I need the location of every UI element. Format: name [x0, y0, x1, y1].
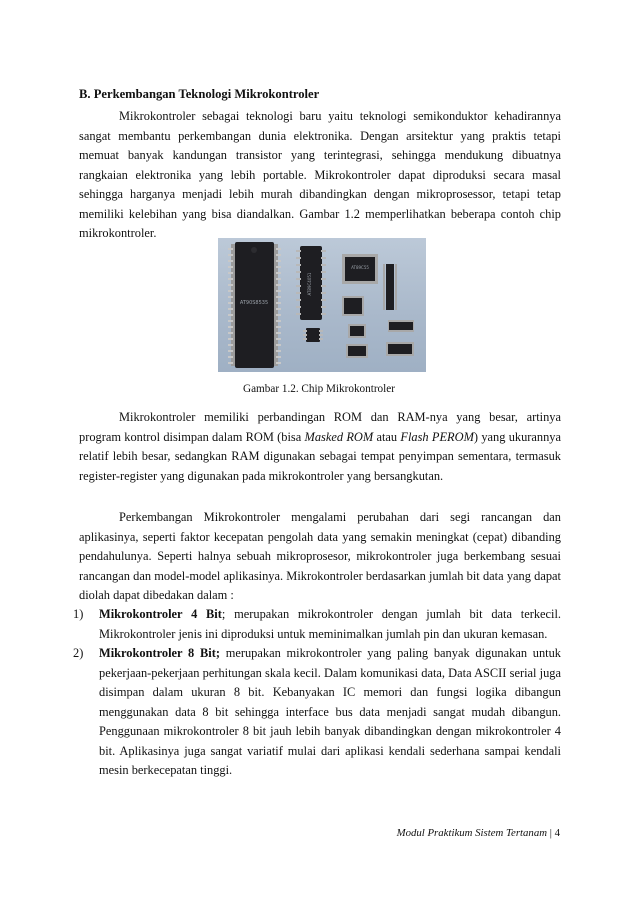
chip-photo	[218, 238, 426, 372]
page-footer	[397, 826, 560, 840]
qfp-chip-small	[348, 324, 366, 338]
paragraph-intro	[79, 107, 561, 244]
list-item-title: Mikrokontroler 8 Bit;	[99, 646, 220, 660]
paragraph-rom-ram	[79, 408, 561, 486]
list-item	[73, 605, 562, 644]
soic-chip-right	[383, 264, 397, 310]
list-item-number: 2)	[73, 646, 84, 660]
qfp-chip-medium	[342, 296, 364, 316]
bit-type-list	[73, 605, 562, 781]
qfp-chip-bottom	[346, 344, 368, 358]
p2-part3: ) yang ukurannya relatif lebih besar, sedangkan RAM digunakan sebagai tempat penyimpan sementara, termasuk register-register yang digunakan pada mikrokontroler yang bersangkutan.	[79, 429, 561, 483]
dip20-chip	[296, 246, 326, 320]
list-item	[73, 644, 561, 781]
soic-chip-bottom	[388, 320, 414, 332]
p2-part2: atau	[373, 429, 401, 444]
page-number: 4	[554, 827, 560, 839]
chip-photo-illustration	[218, 238, 426, 372]
qfp-chip-large	[342, 254, 378, 284]
chip-marking-1: AT90S8535	[239, 300, 269, 306]
list-item-text: ; merupakan mikrokontroler dengan jumlah bit data terkecil. Mikrokontroler jenis ini diproduksi untuk meminimalkan jumlah pin dan ukuran kemasan.	[99, 607, 562, 641]
footer-separator: |	[547, 827, 555, 839]
soic-chip-bottom-right	[386, 342, 414, 356]
p2-part1: Mikrokontroler memiliki perbandingan ROM dan RAM-nya yang besar, artinya program kontrol disimpan dalam ROM (bisa	[79, 410, 561, 444]
p2-italic-flash-perom: Flash PEROM	[400, 429, 474, 444]
footer-module-title: Modul Praktikum Sistem Tertanam	[396, 827, 548, 839]
p2-italic-masked-rom: Masked ROM	[304, 429, 374, 444]
dip8-chip	[303, 328, 323, 342]
list-item-text: merupakan mikrokontroler yang paling banyak digunakan untuk pekerjaan-pekerjaan perhitungan skala kecil. Dalam komunikasi data, Data ASCII serial juga disimpan dalam ukuran 8 bit. Kebanyakan IC memori dan fungsi logika dibangun menggunakan data 8 bit sehingga interface bus data menjadi sangat mudah dibangun. Penggunaan mikrokontroler 8 bit jauh lebih banyak dibandingkan dengan mikrokontroler 4 bit. Aplikasinya juga sangat variatif mulai dari aplikasi kendali sederhana sampai kendali mesin berkecepatan tinggi.	[99, 646, 561, 777]
paragraph-development-text: Perkembangan Mikrokontroler mengalami perubahan dari segi rancangan dan aplikasinya, seperti faktor kecepatan pengolah data yang semakin meningkat (cepat) dibanding pendahulunya. Seperti halnya sebuah mikroprosesor, mikrokontroler juga berkembang sesuai rancangan dan model-model aplikasinya. Mikrokontroler berdasarkan jumlah bit data yang dapat diolah dapat dibedakan dalam :	[79, 510, 561, 602]
paragraph-intro-text: Mikrokontroler sebagai teknologi baru yaitu teknologi semikonduktor kehadirannya sangat membantu perkembangan dunia elektronika. Dengan arsitektur yang praktis tetapi memuat banyak kandungan transistor yang terintegrasi, sehingga mendukung dibuatnya rangkaian elektronika yang lebih portable. Mikrokontroler dapat diproduksi secara masal sehingga harganya menjadi lebih murah dibandingkan dengan mikroprosessor, tetapi tetap memiliki kelebihan yang bisa diandalkan. Gambar 1.2 memperlihatkan beberapa contoh chip mikrokontroler.	[79, 109, 561, 240]
figure-caption: Gambar 1.2. Chip Mikrokontroler	[243, 383, 395, 395]
paragraph-development	[79, 508, 561, 606]
chip-marking-2: AT89C4051	[307, 272, 312, 296]
chip-marking-0: AT89C55	[351, 265, 369, 270]
list-item-number: 1)	[73, 607, 84, 621]
list-item-title: Mikrokontroler 4 Bit	[99, 607, 222, 621]
dip40-chip	[228, 242, 281, 368]
section-heading: B. Perkembangan Teknologi Mikrokontroler	[79, 87, 320, 101]
